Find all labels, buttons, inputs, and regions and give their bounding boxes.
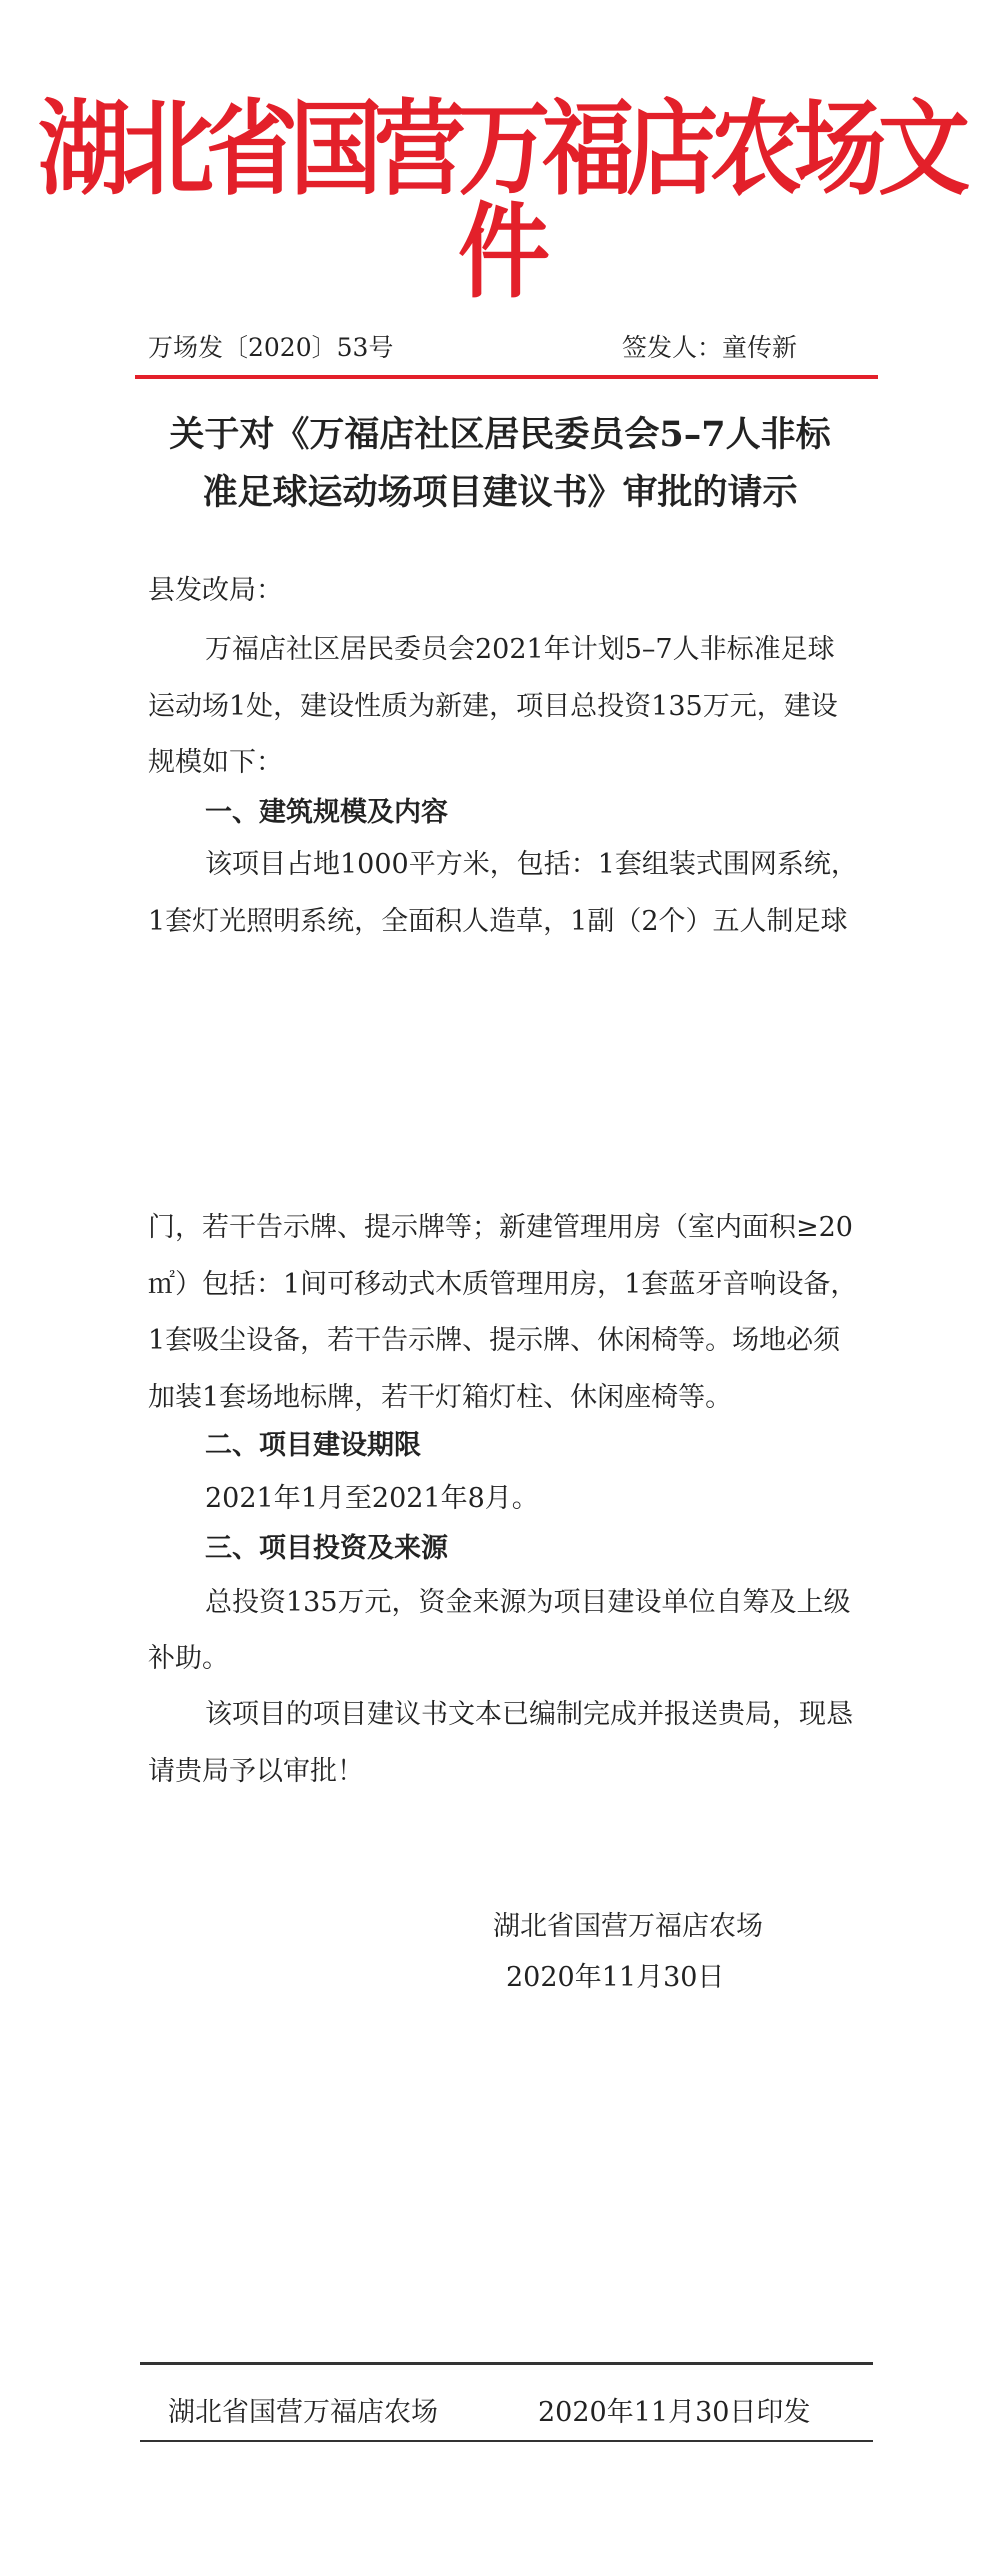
footer-issue-date: 2020年11月30日印发 (538, 2397, 811, 2428)
closing-line: 请贵局予以审批！ (148, 1756, 364, 1787)
section-1-line: 加装1套场地标牌，若干灯箱灯柱、休闲座椅等。 (148, 1382, 733, 1413)
section-heading-3: 三、项目投资及来源 (205, 1533, 448, 1564)
intro-line: 运动场1处，建设性质为新建，项目总投资135万元，建设 (148, 691, 838, 722)
red-divider (135, 375, 878, 379)
section-heading-2: 二、项目建设期限 (205, 1430, 421, 1461)
footer-org: 湖北省国营万福店农场 (168, 2397, 438, 2428)
section-heading-1: 一、建筑规模及内容 (205, 797, 448, 828)
section-3-line: 总投资135万元，资金来源为项目建设单位自筹及上级 (205, 1587, 851, 1618)
section-2-line: 2021年1月至2021年8月。 (205, 1483, 539, 1514)
section-3-line: 补助。 (148, 1643, 229, 1674)
section-1-line: 1套吸尘设备，若干告示牌、提示牌、休闲椅等。场地必须 (148, 1325, 841, 1356)
closing-line: 该项目的项目建议书文本已编制完成并报送贵局，现恳 (205, 1699, 853, 1730)
footer-top-rule (140, 2362, 873, 2365)
document-number: 万场发〔2020〕53号 (148, 333, 394, 362)
signature-date: 2020年11月30日 (506, 1962, 725, 1993)
document-title-line-1: 关于对《万福店社区居民委员会5–7人非标 (169, 414, 831, 455)
intro-line: 万福店社区居民委员会2021年计划5–7人非标准足球 (205, 634, 835, 665)
document-title-line-2: 准足球运动场项目建议书》审批的请示 (202, 472, 798, 513)
intro-line: 规模如下： (148, 747, 283, 778)
signature-org: 湖北省国营万福店农场 (493, 1911, 763, 1942)
section-1-line: 该项目占地1000平方米，包括：1套组装式围网系统， (205, 849, 858, 880)
footer-bottom-rule (140, 2440, 873, 2442)
signer: 签发人：童传新 (622, 333, 798, 362)
section-1-line: 1套灯光照明系统，全面积人造草，1副（2个）五人制足球 (148, 906, 848, 937)
section-1-line: ㎡）包括：1间可移动式木质管理用房，1套蓝牙音响设备， (148, 1269, 858, 1300)
masthead-title: 湖北省国营万福店农场文件 (37, 88, 962, 312)
salutation: 县发改局： (148, 575, 283, 606)
section-1-line: 门，若干告示牌、提示牌等；新建管理用房（室内面积≥20 (148, 1212, 853, 1243)
